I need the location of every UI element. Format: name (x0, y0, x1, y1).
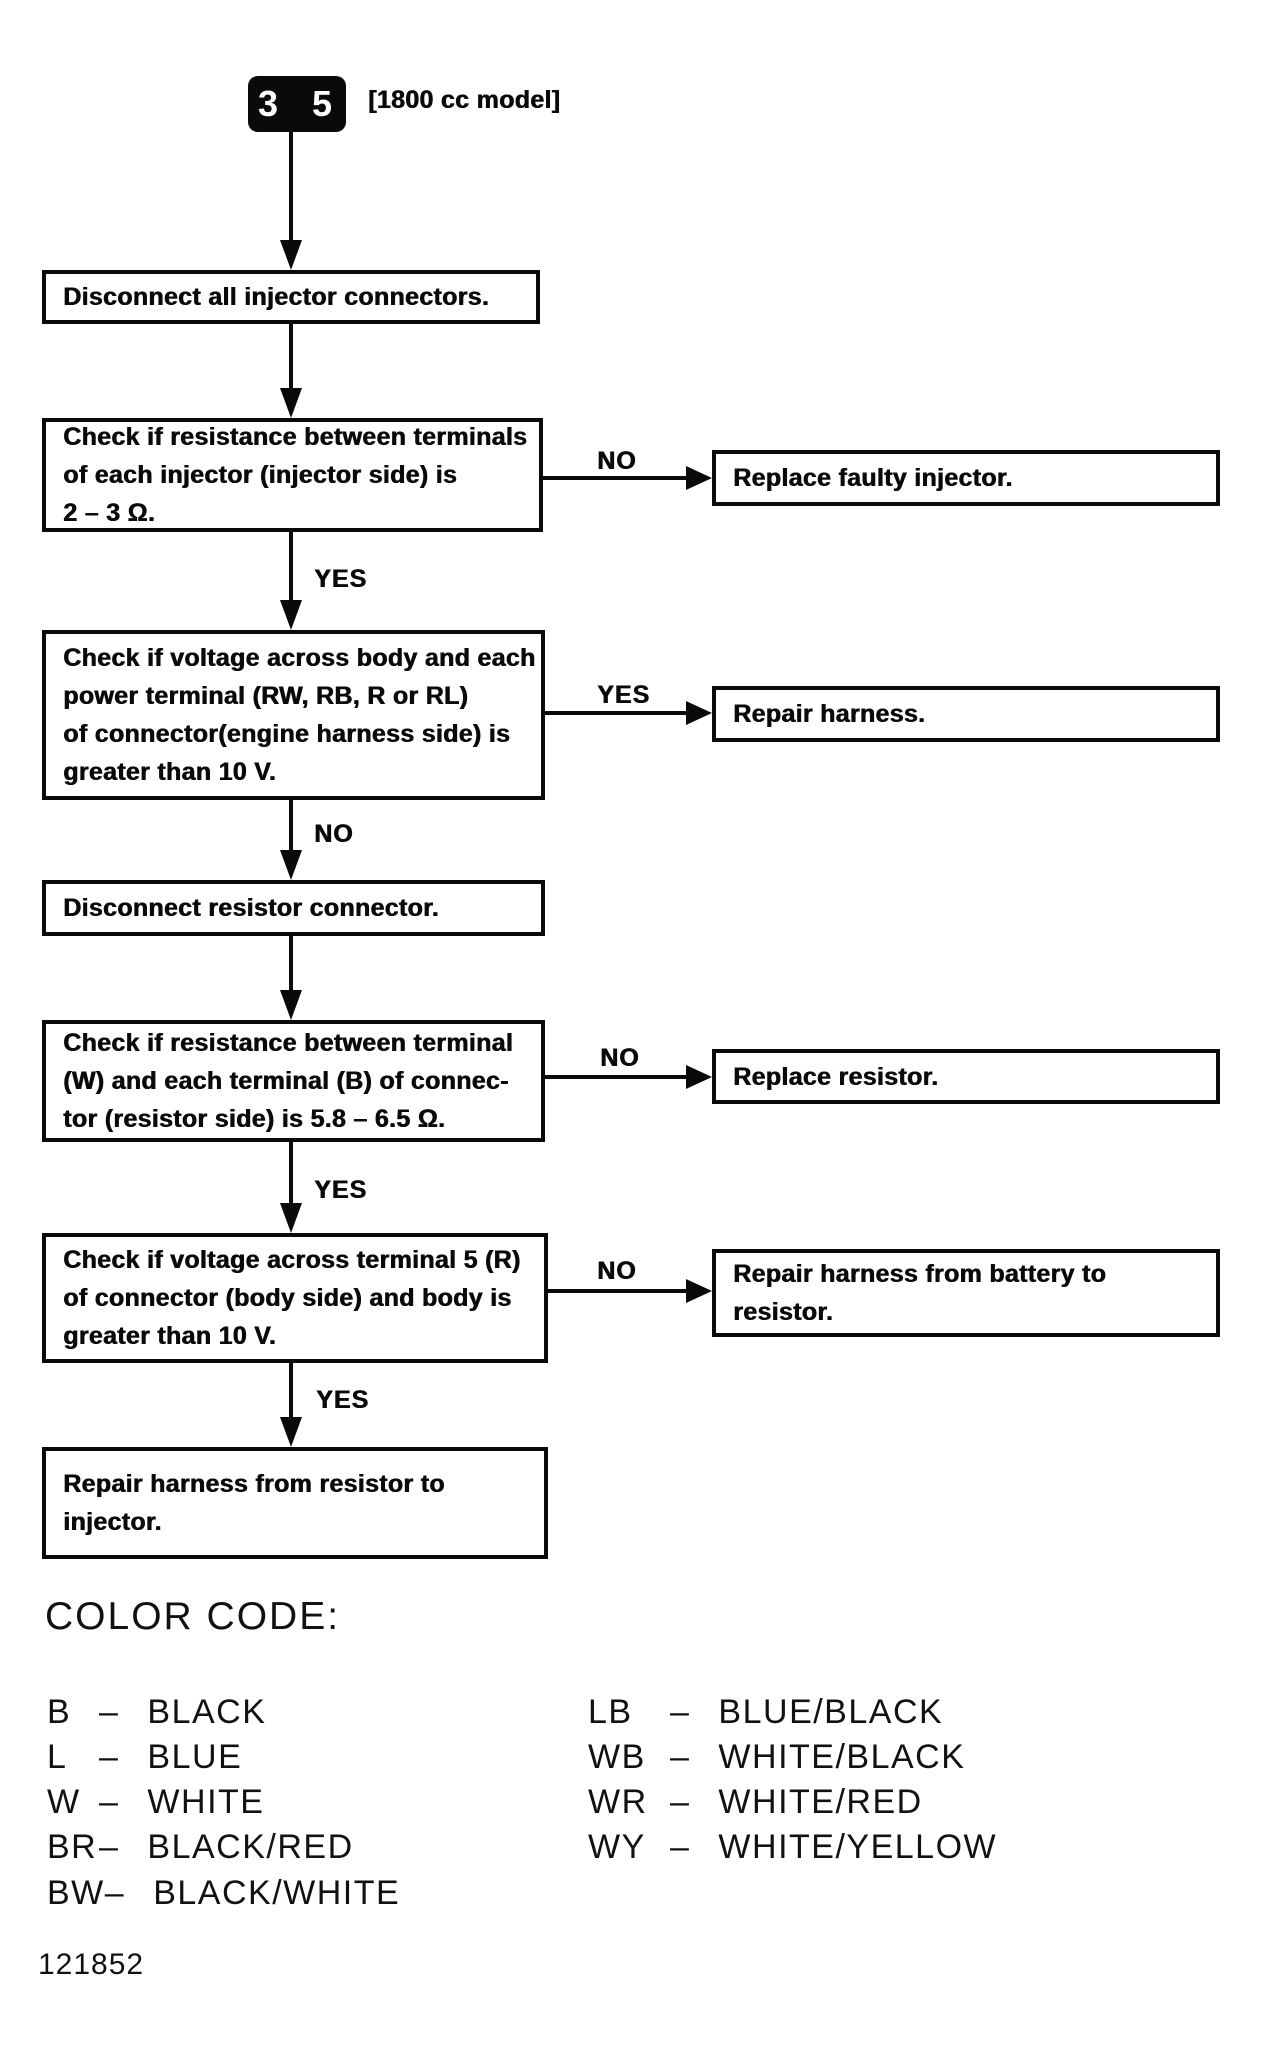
color-code-name: WHITE (147, 1783, 265, 1821)
edge-label-no: NO (600, 1044, 640, 1072)
box-text: tor (resistor side) is 5.8 – 6.5 Ω. (63, 1105, 446, 1133)
color-code-entry (47, 1874, 400, 1913)
color-code-abbr: WY (588, 1828, 646, 1866)
flowchart-box-repair-harness (712, 686, 1220, 742)
connector-line (289, 322, 293, 390)
box-text: (W) and each terminal (B) of connec- (63, 1067, 509, 1095)
arrow-right-icon (686, 701, 712, 725)
color-code-abbr: B (47, 1693, 72, 1731)
color-code-name: BLACK/WHITE (153, 1874, 401, 1912)
box-text: Repair harness from battery to (733, 1260, 1106, 1288)
arrow-down-icon (280, 990, 302, 1020)
box-text: 2 – 3 Ω. (63, 499, 155, 527)
color-code-separator: – (99, 1783, 120, 1821)
box-text: of each injector (injector side) is (63, 461, 457, 489)
color-code-entry (588, 1693, 943, 1732)
color-code-entry (588, 1738, 965, 1777)
box-text: of connector (body side) and body is (63, 1284, 512, 1312)
box-text: Check if resistance between terminal (63, 1029, 513, 1057)
color-code-separator: – (670, 1693, 691, 1731)
color-code-name: BLUE/BLACK (718, 1693, 944, 1731)
connector-line (289, 1360, 293, 1419)
box-text: Replace faulty injector. (733, 464, 1013, 492)
arrow-down-icon (280, 850, 302, 880)
flowchart-box-check-power-terminal-voltage (42, 630, 545, 800)
edge-label-yes: YES (316, 1386, 370, 1414)
color-code-separator: – (99, 1738, 120, 1776)
model-label: [1800 cc model] (368, 86, 561, 114)
step-number-badge: 3 5 (248, 76, 346, 132)
color-code-name: BLACK (147, 1693, 267, 1731)
edge-label-no: NO (314, 820, 354, 848)
box-text: power terminal (RW, RB, R or RL) (63, 682, 468, 710)
color-code-abbr: WR (588, 1783, 648, 1821)
color-code-separator: – (99, 1693, 120, 1731)
arrow-right-icon (686, 466, 712, 490)
box-text: greater than 10 V. (63, 1322, 276, 1350)
color-code-entry (47, 1828, 354, 1867)
edge-label-no: NO (597, 1257, 637, 1285)
color-code-abbr: WB (588, 1738, 646, 1776)
box-text: Disconnect resistor connector. (63, 894, 439, 922)
box-text: resistor. (733, 1298, 833, 1326)
box-text: Check if voltage across body and each (63, 644, 536, 672)
page-number: 121852 (38, 1948, 145, 1981)
flowchart-box-repair-battery-to-resistor (712, 1249, 1220, 1337)
connector-line (289, 130, 293, 242)
color-code-name: BLUE (147, 1738, 243, 1776)
connector-line (543, 476, 688, 480)
edge-label-no: NO (597, 447, 637, 475)
color-code-entry (588, 1783, 923, 1822)
edge-label-yes: YES (597, 681, 651, 709)
color-code-name: BLACK/RED (147, 1828, 354, 1866)
color-code-separator: – (670, 1783, 691, 1821)
box-text: Check if resistance between terminals (63, 423, 528, 451)
color-code-name: WHITE/BLACK (718, 1738, 966, 1776)
color-code-separator: – (670, 1738, 691, 1776)
flowchart-box-disconnect-injectors (42, 270, 540, 324)
color-code-separator: – (99, 1828, 120, 1866)
edge-label-yes: YES (314, 1176, 368, 1204)
arrow-down-icon (280, 1203, 302, 1233)
connector-line (289, 798, 293, 852)
connector-line (545, 711, 688, 715)
edge-label-yes: YES (314, 565, 368, 593)
box-text: Check if voltage across terminal 5 (R) (63, 1246, 521, 1274)
color-code-abbr: L (47, 1738, 68, 1776)
color-code-name: WHITE/YELLOW (718, 1828, 998, 1866)
arrow-right-icon (686, 1065, 712, 1089)
flowchart-box-replace-faulty-injector (712, 450, 1220, 506)
connector-line (545, 1075, 688, 1079)
connector-line (548, 1289, 688, 1293)
color-code-abbr: BR (47, 1828, 98, 1866)
color-code-abbr: LB (588, 1693, 633, 1731)
arrow-down-icon (280, 388, 302, 418)
connector-line (289, 530, 293, 602)
arrow-down-icon (280, 240, 302, 270)
flowchart-box-disconnect-resistor (42, 880, 545, 936)
color-code-separator: – (104, 1874, 126, 1912)
flowchart-box-replace-resistor (712, 1049, 1220, 1104)
connector-line (289, 934, 293, 992)
box-text: greater than 10 V. (63, 758, 276, 786)
color-code-entry (47, 1693, 266, 1732)
flowchart-box-check-terminal5-voltage (42, 1233, 548, 1363)
box-text: Disconnect all injector connectors. (63, 283, 489, 311)
arrow-right-icon (686, 1279, 712, 1303)
color-code-entry (47, 1738, 242, 1777)
color-code-abbr: BW (47, 1874, 105, 1912)
box-text: Replace resistor. (733, 1062, 939, 1091)
box-text: Repair harness from resistor to (63, 1470, 445, 1498)
box-text: injector. (63, 1508, 162, 1536)
color-code-abbr: W (47, 1783, 81, 1821)
color-code-entry (47, 1783, 264, 1822)
color-code-title: COLOR CODE: (45, 1595, 341, 1638)
flowchart-box-check-injector-resistance (42, 418, 543, 532)
flowchart-box-repair-resistor-to-injector (42, 1447, 548, 1559)
arrow-down-icon (280, 1417, 302, 1447)
arrow-down-icon (280, 600, 302, 630)
color-code-name: WHITE/RED (718, 1783, 923, 1821)
connector-line (289, 1140, 293, 1205)
flowchart-box-check-resistor-resistance (42, 1020, 545, 1142)
color-code-entry (588, 1828, 997, 1867)
color-code-separator: – (670, 1828, 691, 1866)
box-text: of connector(engine harness side) is (63, 720, 511, 748)
box-text: Repair harness. (733, 700, 926, 728)
